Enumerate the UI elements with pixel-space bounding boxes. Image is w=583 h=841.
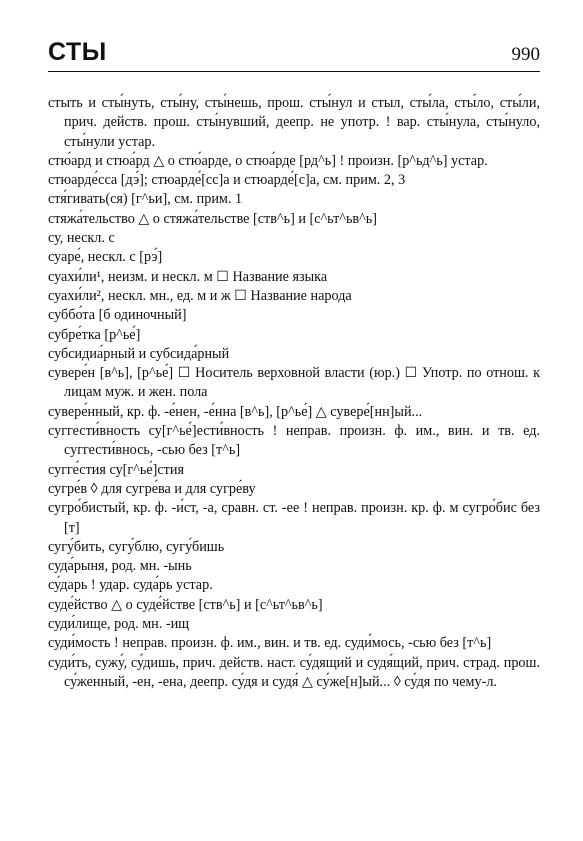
dictionary-entry: субре́тка [р^ье́] <box>48 326 141 343</box>
dictionary-entry: суди́лище, род. мн. -ищ <box>48 616 190 633</box>
dictionary-entry: суаре́, нескл. с [рэ́] <box>48 249 163 266</box>
dictionary-entry: суди́мость ! неправ. произн. ф. им., вин. и тв. ед. суди́мось, -сью без [т^ь] <box>48 635 492 652</box>
dictionary-entry: суббо́та [б одиночный] <box>48 307 187 324</box>
dictionary-entry: стя́гивать(ся) [г^ьи], см. прим. 1 <box>48 191 243 208</box>
dictionary-entries <box>48 94 540 692</box>
dictionary-entry: су, нескл. с <box>48 230 115 247</box>
dictionary-entry: стяжа́тельство △ о стяжа́тельстве [ств^ь] и [с^ьт^ьв^ь] <box>48 210 377 227</box>
dictionary-entry: суггести́вность су[г^ье́]ести́вность ! неправ. произн. ф. им., вин. и тв. ед. суггести́внось, -сью без [т^ь] <box>48 423 540 459</box>
dictionary-entry: сугу́бить, сугу́блю, сугу́бишь <box>48 538 225 555</box>
dictionary-entry: стюарде́сса [дэ́]; стюарде́[сс]а и стюарде́[с]а, см. прим. 2, 3 <box>48 172 406 189</box>
header-rule <box>48 71 540 72</box>
dictionary-entry: сувере́н [в^ь], [р^ье́] ☐ Носитель верховной власти (юр.) ☐ Употр. по отнош. к лицам муж. и жен. пола <box>48 365 540 401</box>
dictionary-entry: суди́ть, сужу́, су́дишь, прич. действ. наст. су́дящий и судя́щий, прич. страд. прош. су́женный, -ен, -ена, деепр. су́дя и судя́ △ су́же[н]ый... ◊ су́дя по чему-л. <box>48 654 540 690</box>
dictionary-entry: сувере́нный, кр. ф. -е́нен, -е́нна [в^ь], [р^ье́] △ сувере́[нн]ый... <box>48 403 423 420</box>
dictionary-entry: сугге́стия су[г^ье́]стия <box>48 461 184 478</box>
dictionary-entry: суда́рыня, род. мн. -ынь <box>48 558 192 575</box>
page-header <box>48 38 540 72</box>
page-number: 990 <box>511 44 540 65</box>
dictionary-entry: су́дарь ! удар. суда́рь устар. <box>48 577 213 594</box>
dictionary-entry: сугро́бистый, кр. ф. -и́ст, -а, сравн. ст. -ее ! неправ. произн. кр. ф. м сугро́бис без [т] <box>48 500 540 536</box>
dictionary-entry: сугре́в ◊ для сугре́ва и для сугре́ву <box>48 480 256 497</box>
dictionary-entry: стю́ард и стюа́рд △ о стю́арде, о стюа́рде [рд^ь] ! произн. [р^ьд^ь] устар. <box>48 152 488 169</box>
dictionary-entry: стыть и сты́нуть, сты́ну, сты́нешь, прош. сты́нул и стыл, сты́ла, сты́ло, сты́ли, прич. действ. прош. сты́нувший, деепр. не употр. ! вар. сты́нула, сты́нуло, сты́нули устар. <box>48 95 540 150</box>
page-title: СТЫ <box>48 38 107 66</box>
dictionary-entry: суахи́ли¹, неизм. и нескл. м ☐ Название языка <box>48 268 328 285</box>
dictionary-entry: суахи́ли², нескл. мн., ед. м и ж ☐ Название народа <box>48 287 352 304</box>
dictionary-entry: суде́йство △ о суде́йстве [ств^ь] и [с^ьт^ьв^ь] <box>48 596 323 613</box>
dictionary-entry: субсидиа́рный и субсида́рный <box>48 345 230 362</box>
